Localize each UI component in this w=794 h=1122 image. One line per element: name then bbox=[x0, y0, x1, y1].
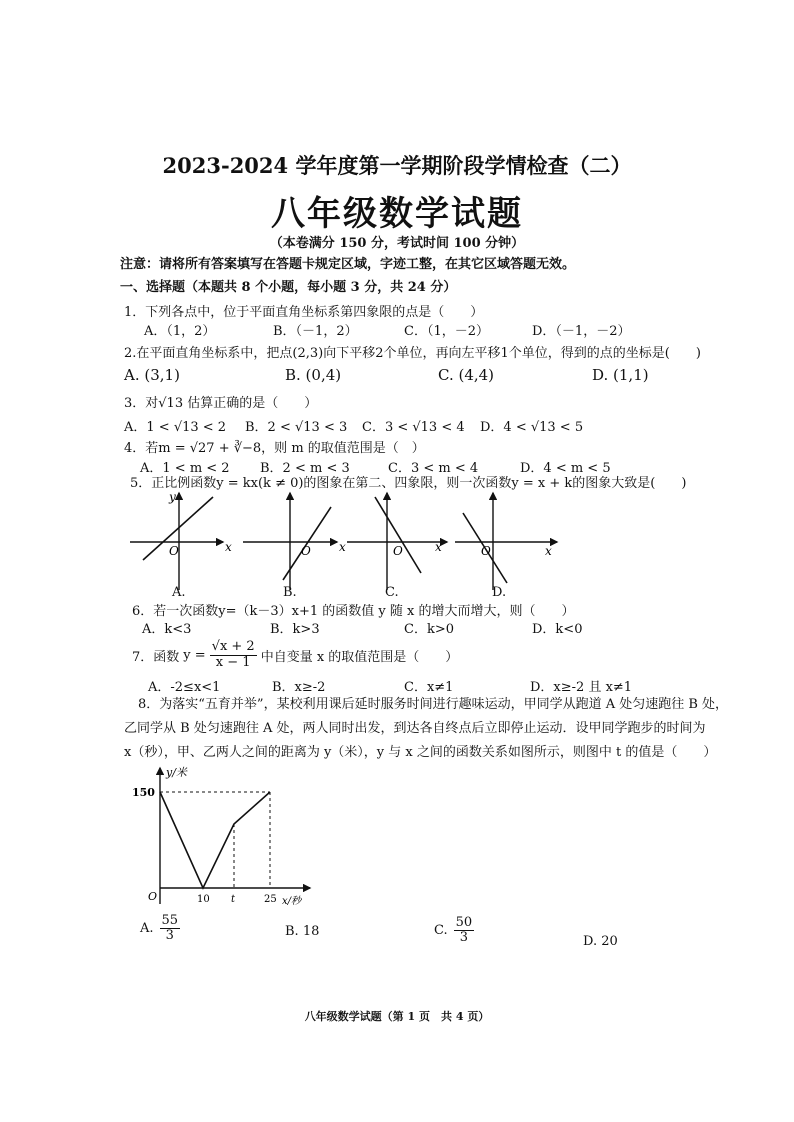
q8-x-tick-25: 25 bbox=[264, 894, 277, 905]
q8-line-1: 8．为落实“五育并举”，某校利用课后延时服务时间进行趣味运动，甲同学从跑道 A 处匀速跑往 B 处， bbox=[138, 697, 729, 712]
q5-graph-c bbox=[347, 493, 447, 590]
q8-option-c-letter: C. bbox=[434, 923, 448, 939]
q8-option-a-fraction bbox=[160, 914, 181, 944]
q7-stem-post: 中自变量 x 的取值范围是（ ） bbox=[260, 649, 459, 665]
q2-option-d: D. (1,1) bbox=[592, 366, 649, 384]
q8-option-a bbox=[140, 914, 180, 944]
q1-option-a: A．（1，2） bbox=[144, 324, 216, 339]
q2-option-c: C. (4,4) bbox=[438, 366, 495, 384]
q5-label-c: C. bbox=[385, 585, 399, 600]
q1-option-d: D．（－1，－2） bbox=[532, 324, 631, 339]
section-heading: 一、选择题（本题共 8 个小题，每小题 3 分，共 24 分） bbox=[120, 280, 457, 295]
q6-option-b: B．k>3 bbox=[270, 622, 320, 637]
q8-option-c-fraction bbox=[454, 916, 475, 946]
exam-subject: 八年级数学试题 bbox=[271, 194, 523, 234]
q8-option-a-num: 55 bbox=[161, 913, 179, 928]
q5-c-x-label: x bbox=[435, 540, 442, 554]
q8-origin: O bbox=[148, 890, 158, 903]
q6-option-c: C．k>0 bbox=[404, 622, 454, 637]
q5-label-b: B. bbox=[283, 585, 297, 600]
exam-notice: 注意：请将所有答案填写在答题卡规定区域，字迹工整，在其它区域答题无效。 bbox=[120, 257, 576, 272]
q2-option-b: B. (0,4) bbox=[285, 366, 342, 384]
q8-line-2: 乙同学从 B 处匀速跑往 A 处，两人同时出发，到达各自终点后立即停止运动．设甲同学跑步的时间为 bbox=[124, 721, 706, 736]
q8-distance-curve bbox=[160, 792, 270, 888]
q8-y-axis-label: y/米 bbox=[166, 766, 187, 779]
q8-option-c bbox=[434, 916, 474, 946]
q5-b-origin: O bbox=[301, 544, 311, 558]
q5-stem: 5．正比例函数y = kx(k ≠ 0)的图象在第二、四象限，则一次函数y = x + k的图象大致是( ) bbox=[130, 476, 687, 491]
q5-d-x-label: x bbox=[545, 544, 552, 558]
q3-option-a: A．1 < √13 < 2 bbox=[124, 420, 227, 435]
q4-stem: 4．若m = √27 + ∛−8，则 m 的取值范围是（ ） bbox=[124, 441, 425, 456]
q7-fraction bbox=[210, 640, 257, 670]
q5-graphs bbox=[125, 485, 565, 600]
q1-option-b: B．（－1，2） bbox=[273, 324, 358, 339]
q5-graph-b bbox=[243, 493, 346, 590]
q7-func-y: y = bbox=[183, 647, 206, 663]
q8-x-tick-10: 10 bbox=[197, 894, 210, 905]
q8-option-c-den: 3 bbox=[459, 930, 469, 946]
q5-b-x-label: x bbox=[339, 540, 346, 554]
q8-option-c-num: 50 bbox=[455, 915, 473, 930]
q5-d-origin: O bbox=[481, 544, 491, 558]
q8-option-a-den: 3 bbox=[165, 928, 174, 944]
page-footer: 八年级数学试题（第 1 页 共 4 页） bbox=[304, 1010, 490, 1023]
q4-option-b: B．2 < m < 3 bbox=[260, 461, 350, 476]
q5-graph-a bbox=[130, 490, 232, 590]
exam-info: （本卷满分 150 分，考试时间 100 分钟） bbox=[269, 236, 525, 251]
q5-c-origin: O bbox=[393, 544, 403, 558]
q6-option-d: D．k<0 bbox=[532, 622, 583, 637]
q7-option-c: C．x≠1 bbox=[404, 680, 454, 695]
q5-graph-d bbox=[455, 493, 557, 590]
q4-option-a: A．1 < m < 2 bbox=[140, 461, 230, 476]
q7-option-a: A．-2≤x<1 bbox=[148, 680, 221, 695]
q5-a-origin: O bbox=[169, 544, 179, 558]
q7-stem bbox=[132, 638, 458, 672]
q4-option-d: D．4 < m < 5 bbox=[520, 461, 611, 476]
q5-a-y-label: y bbox=[169, 490, 176, 504]
q7-option-b: B．x≥-2 bbox=[272, 680, 326, 695]
q7-stem-pre: 7．函数 bbox=[132, 649, 180, 665]
q8-option-d: D. 20 bbox=[583, 934, 618, 949]
q6-stem: 6．若一次函数y=（k－3）x+1 的函数值 y 随 x 的增大而增大，则（ ） bbox=[132, 604, 575, 619]
q3-option-d: D．4 < √13 < 5 bbox=[480, 420, 584, 435]
q7-denominator: x − 1 bbox=[215, 654, 251, 670]
q1-option-c: C．（1，－2） bbox=[404, 324, 489, 339]
q5-a-x-label: x bbox=[225, 540, 232, 554]
q8-option-b: B. 18 bbox=[285, 924, 320, 939]
q4-option-c: C．3 < m < 4 bbox=[388, 461, 479, 476]
q3-option-c: C．3 < √13 < 4 bbox=[362, 420, 465, 435]
q2-stem: 2.在平面直角坐标系中，把点(2,3)向下平移2个单位，再向左平移1个单位，得到的点的坐标是( ) bbox=[124, 346, 701, 361]
q5-label-d: D. bbox=[492, 585, 507, 600]
q1-stem: 1．下列各点中，位于平面直角坐标系第四象限的点是（ ） bbox=[124, 305, 484, 320]
q2-option-a: A. (3,1) bbox=[124, 366, 180, 384]
q6-option-a: A．k<3 bbox=[142, 622, 192, 637]
q5-label-a: A. bbox=[172, 585, 186, 600]
q8-x-axis-label: x/秒 bbox=[282, 896, 302, 907]
q3-stem: 3．对√13 估算正确的是（ ） bbox=[124, 396, 318, 411]
q3-option-b: B．2 < √13 < 3 bbox=[245, 420, 348, 435]
q8-graph bbox=[130, 762, 330, 912]
q7-option-d: D．x≥-2 且 x≠1 bbox=[530, 680, 633, 695]
q7-numerator: √x + 2 bbox=[211, 639, 255, 655]
q8-line-3: x（秒），甲、乙两人之间的距离为 y（米），y 与 x 之间的函数关系如图所示，则图中 t 的值是（ ） bbox=[124, 745, 717, 760]
q8-y-tick-150: 150 bbox=[132, 786, 155, 799]
q8-option-a-letter: A. bbox=[140, 921, 154, 937]
q8-x-tick-t: t bbox=[231, 894, 236, 905]
exam-title: 2023-2024 学年度第一学期阶段学情检查（二） bbox=[162, 153, 632, 178]
